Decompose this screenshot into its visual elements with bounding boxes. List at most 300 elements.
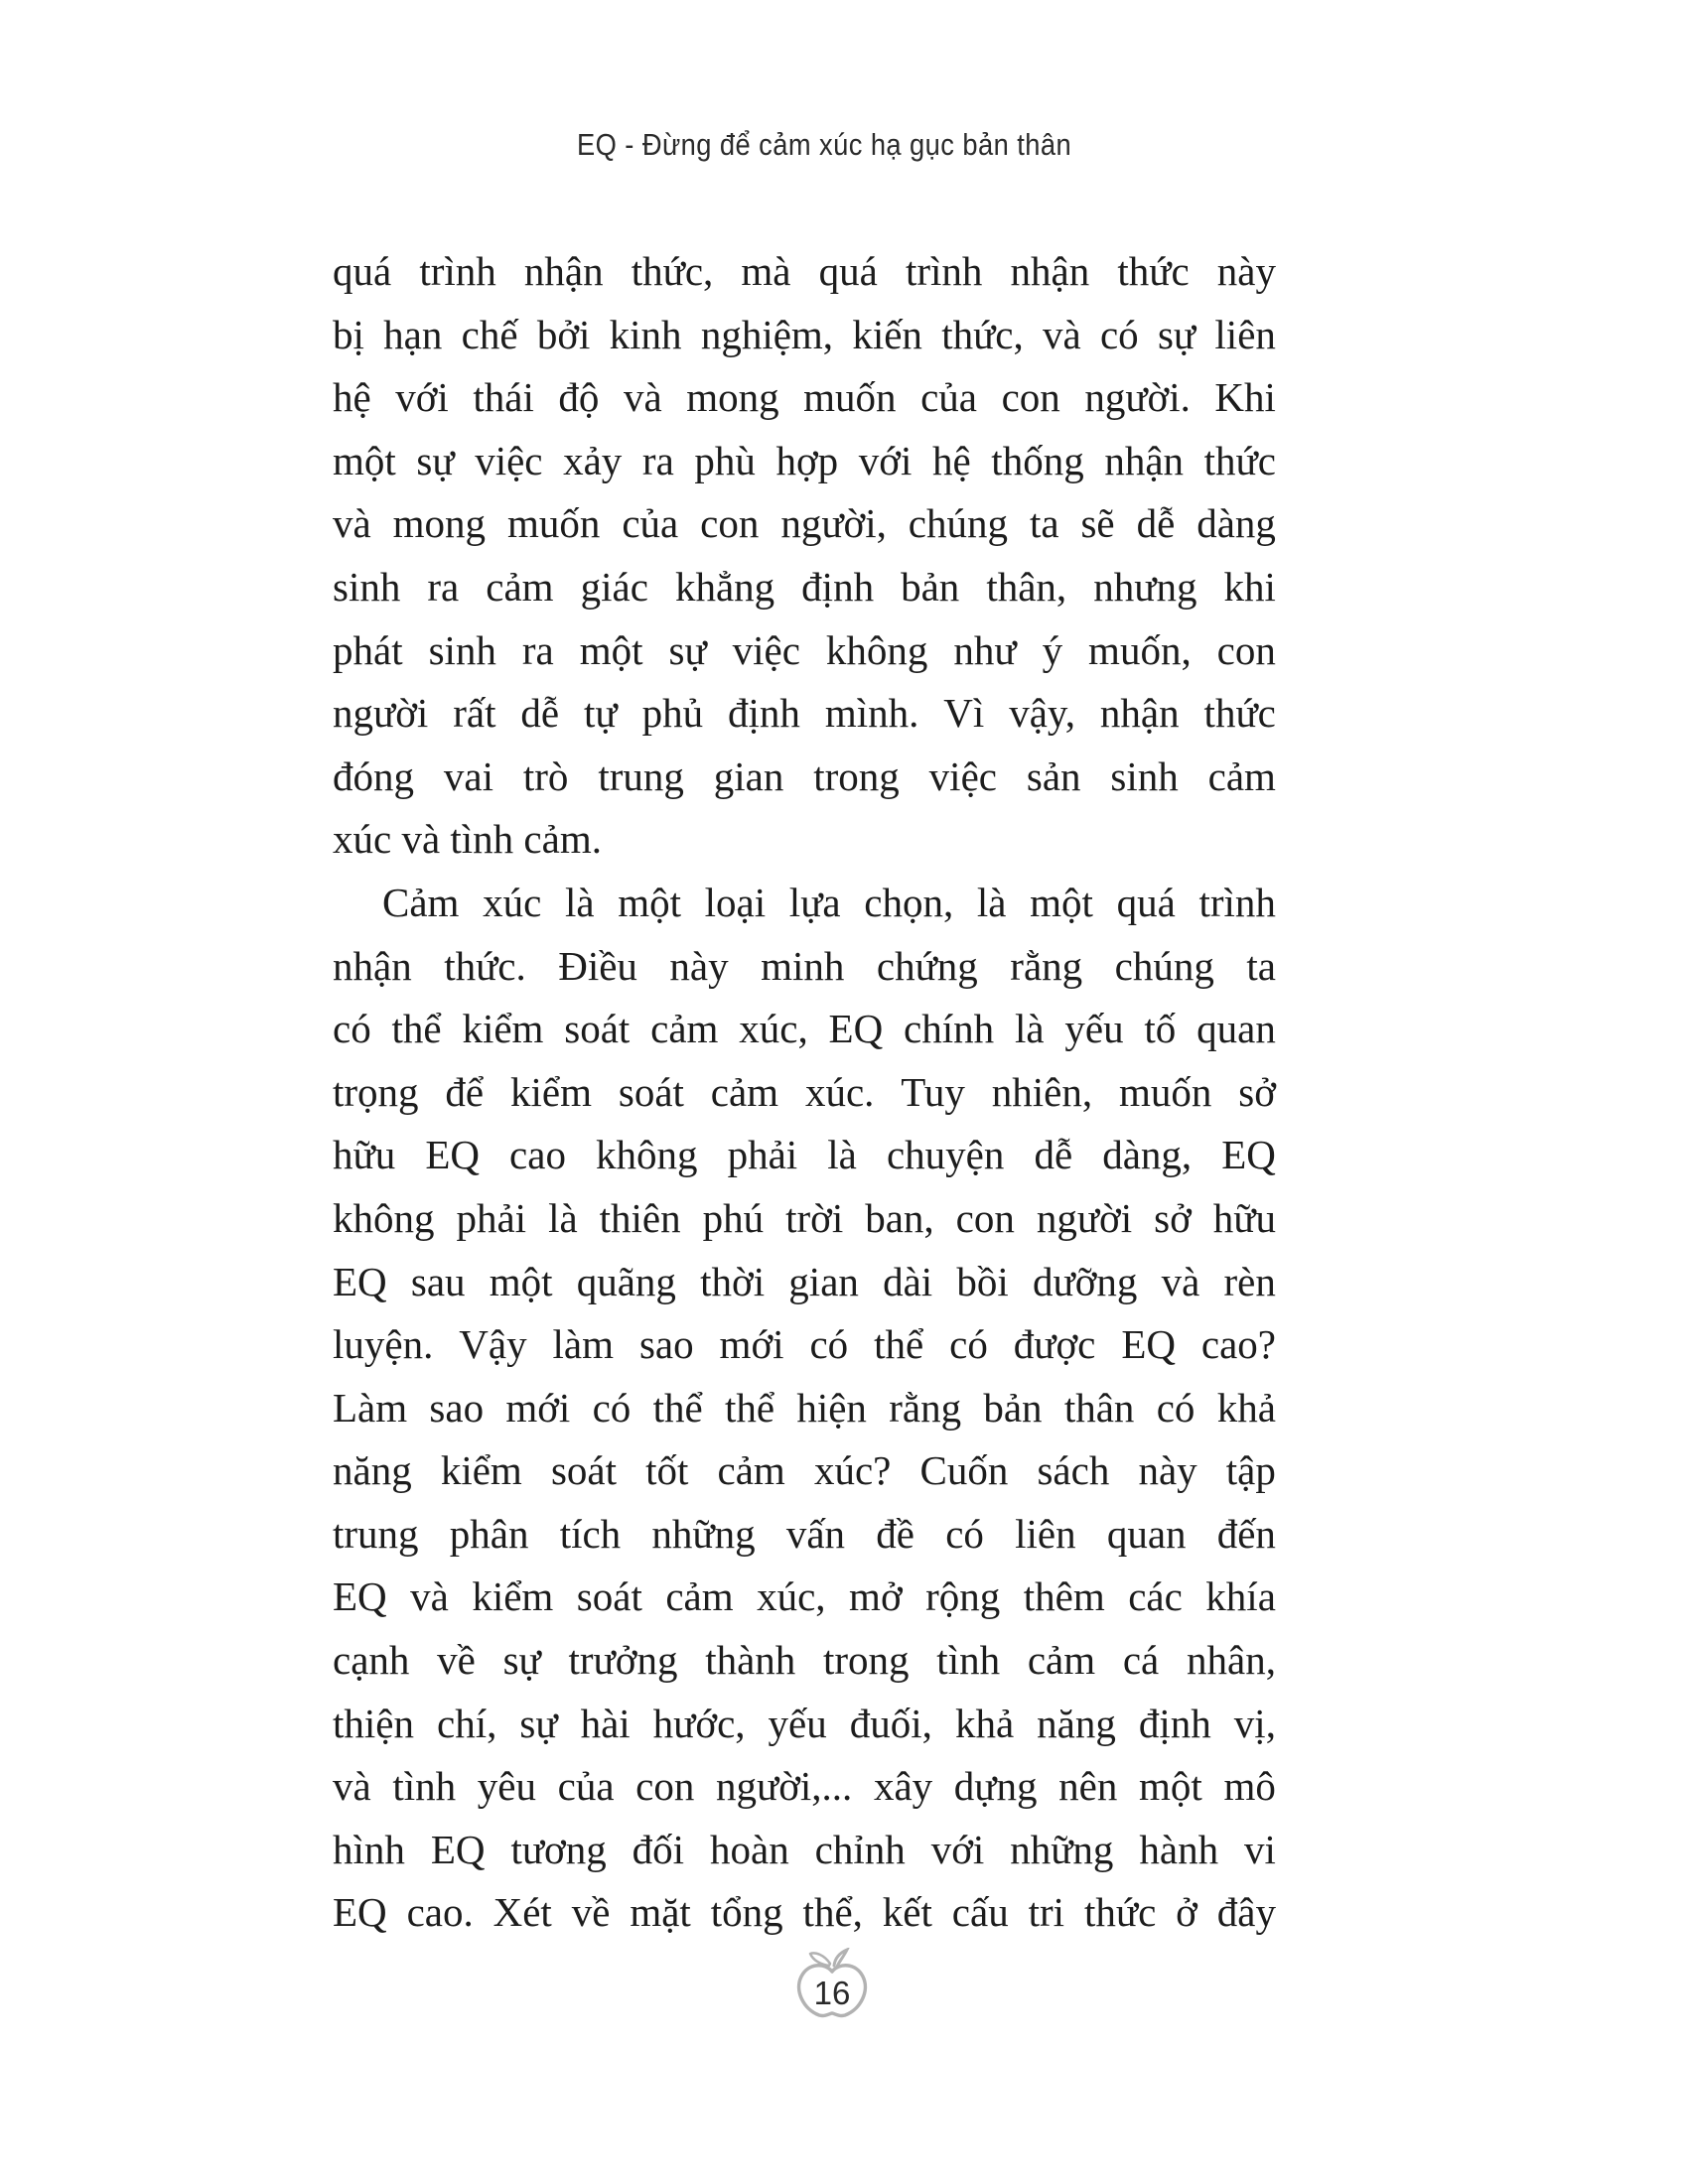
- word: Làm: [333, 1384, 408, 1431]
- word: cá: [1122, 1637, 1160, 1684]
- word: ở: [1176, 1889, 1197, 1936]
- word: EQ: [425, 1132, 480, 1178]
- word: bản: [901, 563, 960, 610]
- word: trò: [522, 752, 569, 799]
- word: là: [548, 1194, 578, 1241]
- word: sau: [410, 1258, 466, 1304]
- word: không: [333, 1194, 435, 1241]
- word: cao.: [406, 1889, 474, 1936]
- word: nhận: [333, 942, 412, 989]
- word: ta: [1246, 942, 1276, 989]
- word: hành: [1139, 1826, 1219, 1872]
- word: dàng,: [1102, 1132, 1193, 1178]
- word: mặt: [630, 1889, 691, 1936]
- word: muốn: [803, 374, 897, 421]
- word: ý: [1042, 626, 1063, 673]
- word: như: [953, 626, 1017, 673]
- word: nhiên,: [991, 1068, 1093, 1115]
- text-line: [333, 1693, 1276, 1756]
- text-line: [333, 240, 1276, 304]
- word: xúc.: [804, 1068, 875, 1115]
- word: phủ: [641, 690, 704, 737]
- word: luyện.: [333, 1321, 434, 1368]
- word: chỉnh: [814, 1826, 906, 1872]
- word: tốt: [645, 1447, 689, 1494]
- word: và: [623, 374, 662, 421]
- word: cấu: [951, 1889, 1009, 1936]
- text-line: [333, 998, 1276, 1061]
- word: người.: [1084, 374, 1191, 421]
- word: nhận: [1010, 248, 1090, 294]
- word: năng: [1037, 1700, 1116, 1746]
- word: chuyện: [886, 1132, 1005, 1178]
- word: vi: [1244, 1826, 1276, 1872]
- word: thức: [1203, 437, 1276, 483]
- word: bởi: [536, 311, 591, 357]
- word: hệ: [931, 437, 971, 483]
- word: về: [571, 1889, 611, 1936]
- text-line: [333, 1061, 1276, 1125]
- word: thể: [652, 1384, 703, 1431]
- word: kiểm: [510, 1068, 592, 1115]
- word: sự: [502, 1637, 541, 1684]
- word: mong: [686, 374, 779, 421]
- word: trình: [905, 248, 983, 294]
- word: có: [1099, 311, 1139, 357]
- word: hạn: [383, 311, 443, 357]
- word: sở: [1154, 1194, 1192, 1241]
- word: một: [1030, 879, 1093, 925]
- word: mới: [505, 1384, 571, 1431]
- text-line: [333, 1755, 1276, 1819]
- word: sao: [638, 1321, 694, 1368]
- word: hợp: [775, 437, 839, 483]
- word: năng: [333, 1447, 412, 1494]
- word: Điều: [558, 942, 637, 989]
- word: đề: [876, 1510, 914, 1557]
- word: thêm: [1023, 1573, 1105, 1620]
- word: trung: [598, 752, 684, 799]
- body-text: [333, 240, 1276, 1945]
- word: muốn: [1118, 1068, 1212, 1115]
- text-line: [333, 1251, 1276, 1314]
- word: tổng: [710, 1889, 783, 1936]
- word: thức: [1117, 248, 1190, 294]
- word: giác: [580, 563, 648, 610]
- word: cảm: [665, 1573, 734, 1620]
- word: dựng: [953, 1763, 1038, 1810]
- word: xúc,: [757, 1573, 826, 1620]
- word: thành: [705, 1637, 796, 1684]
- word: với: [930, 1826, 985, 1872]
- word: phân: [449, 1510, 529, 1557]
- word: thể,: [802, 1889, 863, 1936]
- word: tương: [510, 1826, 607, 1872]
- word: thân,: [986, 563, 1067, 610]
- word: ra: [521, 626, 554, 673]
- word: tích: [559, 1510, 622, 1557]
- word: cảm: [1207, 752, 1276, 799]
- word: con: [700, 500, 760, 547]
- page-number: 16: [813, 1975, 851, 2011]
- text-line: [333, 872, 1276, 935]
- word: là: [564, 879, 595, 925]
- paragraph: [333, 872, 1276, 1945]
- word: chứng: [876, 942, 978, 989]
- word: sao: [429, 1384, 485, 1431]
- word: nhân,: [1187, 1637, 1276, 1684]
- word: dưỡng: [1033, 1258, 1138, 1304]
- word: xúc,: [739, 1006, 808, 1052]
- word: này: [1138, 1447, 1197, 1494]
- word: phú: [702, 1194, 765, 1241]
- word: chúng: [1114, 942, 1214, 989]
- word: chế: [461, 311, 518, 357]
- text-line: [333, 1503, 1276, 1567]
- word: xây: [873, 1763, 933, 1810]
- word: mở: [849, 1573, 903, 1620]
- word: sản: [1026, 752, 1081, 799]
- word: thức,: [631, 248, 714, 294]
- word: kiểm: [440, 1447, 522, 1494]
- word: thiện: [333, 1700, 414, 1746]
- text-line: [333, 304, 1276, 367]
- word: người,: [780, 500, 887, 547]
- word: của: [920, 374, 978, 421]
- word: con: [1001, 374, 1060, 421]
- word: tình: [392, 1763, 457, 1810]
- word: này: [669, 942, 729, 989]
- word: thể: [874, 1321, 924, 1368]
- word: đối: [632, 1826, 685, 1872]
- word: rèn: [1223, 1258, 1276, 1304]
- word: cao: [509, 1132, 566, 1178]
- word: yếu: [768, 1700, 827, 1746]
- word: dàng: [1196, 500, 1276, 547]
- word: thức: [1083, 1889, 1157, 1936]
- word: dễ: [1034, 1132, 1073, 1178]
- word: có: [333, 1006, 371, 1052]
- word: vị,: [1233, 1700, 1276, 1746]
- word: mô: [1223, 1763, 1276, 1810]
- text-line: [333, 682, 1276, 746]
- word: này: [1216, 248, 1276, 294]
- word: phát: [333, 626, 403, 673]
- word: ta: [1029, 500, 1059, 547]
- word: sự: [1157, 311, 1196, 357]
- word: Khi: [1214, 374, 1276, 421]
- word: tập: [1225, 1447, 1276, 1494]
- word: con: [1216, 626, 1276, 673]
- word: sinh: [1110, 752, 1179, 799]
- word: hài: [580, 1700, 631, 1746]
- word: được: [1013, 1321, 1096, 1368]
- word: EQ: [1221, 1132, 1276, 1178]
- word: nhận: [1104, 437, 1185, 483]
- text-line: [333, 1439, 1276, 1503]
- word: sẽ: [1080, 500, 1115, 547]
- word: ra: [427, 563, 460, 610]
- word: có: [949, 1321, 988, 1368]
- word: là: [1014, 1006, 1045, 1052]
- running-header-title: EQ - Đừng để cảm xúc hạ gục bản thân: [576, 127, 1072, 162]
- word: ban,: [865, 1194, 934, 1241]
- word: Tuy: [901, 1068, 965, 1115]
- word: người,...: [716, 1763, 853, 1810]
- word: sở: [1238, 1068, 1276, 1115]
- word: yêu: [477, 1763, 536, 1810]
- word: bị: [333, 311, 364, 357]
- word: xúc: [483, 879, 542, 925]
- word: đóng: [333, 752, 414, 799]
- word: có: [1156, 1384, 1196, 1431]
- word: Vì: [943, 690, 985, 737]
- word: phải: [727, 1132, 798, 1178]
- paragraph: [333, 240, 1276, 872]
- word: con: [955, 1194, 1015, 1241]
- text-line: [333, 1566, 1276, 1629]
- running-header: [352, 127, 1296, 163]
- text-line: [333, 935, 1276, 999]
- word: hình: [333, 1826, 405, 1872]
- word: lựa: [788, 879, 841, 925]
- word: chọn,: [864, 879, 954, 925]
- word: trọng: [333, 1068, 419, 1115]
- word: EQ: [333, 1258, 387, 1304]
- word: dễ: [1136, 500, 1176, 547]
- word: soát: [618, 1068, 684, 1115]
- word: để: [445, 1068, 485, 1115]
- word: chính: [904, 1006, 995, 1052]
- word: soát: [550, 1447, 617, 1494]
- word: kiến: [852, 311, 922, 357]
- word: những: [1010, 1826, 1114, 1872]
- word: việc: [732, 626, 800, 673]
- text-line: [333, 366, 1276, 430]
- word: và: [333, 500, 371, 547]
- word: việc: [928, 752, 997, 799]
- text-line: [333, 619, 1276, 683]
- word: dài: [883, 1258, 933, 1304]
- word: mong: [392, 500, 487, 547]
- word: kiểm: [472, 1573, 554, 1620]
- word: và: [410, 1573, 449, 1620]
- word: cao?: [1200, 1321, 1276, 1368]
- text-line: [333, 1629, 1276, 1693]
- word: quan: [1106, 1510, 1187, 1557]
- page-number-apple: [787, 1948, 877, 2031]
- word: về: [437, 1637, 476, 1684]
- word: hệ: [333, 374, 371, 421]
- word: nhận: [1099, 690, 1180, 737]
- text-line: [333, 556, 1276, 619]
- word: rằng: [889, 1384, 962, 1431]
- word: EQ: [430, 1826, 486, 1872]
- word: trình: [419, 248, 496, 294]
- word: đuối,: [849, 1700, 932, 1746]
- word: ra: [641, 437, 674, 483]
- word: những: [651, 1510, 756, 1557]
- word: thức,: [941, 311, 1024, 357]
- word: người: [333, 690, 429, 737]
- word: kết: [882, 1889, 932, 1936]
- word: thức.: [444, 942, 526, 989]
- word: người: [1036, 1194, 1133, 1241]
- word: đến: [1216, 1510, 1276, 1557]
- word: của: [557, 1763, 615, 1810]
- word: thân: [1063, 1384, 1135, 1431]
- word: Xét: [492, 1889, 552, 1936]
- word: khả: [1216, 1384, 1276, 1431]
- word: định: [727, 690, 800, 737]
- word: thể: [724, 1384, 775, 1431]
- word: soát: [576, 1573, 642, 1620]
- word: và: [333, 1763, 371, 1810]
- word: muốn: [506, 500, 601, 547]
- word: một: [489, 1258, 553, 1304]
- word: tự: [584, 690, 618, 737]
- word: rất: [453, 690, 496, 737]
- word: phải: [456, 1194, 527, 1241]
- word: cảm: [486, 563, 554, 610]
- word: và: [1043, 311, 1081, 357]
- word: thời: [700, 1258, 766, 1304]
- word: gian: [788, 1258, 859, 1304]
- word: không: [596, 1132, 698, 1178]
- word: dễ: [520, 690, 560, 737]
- word: nhận: [523, 248, 604, 294]
- word: liên: [1214, 311, 1276, 357]
- word: nghiệm,: [700, 311, 834, 357]
- word: mà: [741, 248, 791, 294]
- word: cạnh: [333, 1637, 410, 1684]
- text-line: [333, 492, 1276, 556]
- word: bản: [983, 1384, 1043, 1431]
- word: EQ: [828, 1006, 884, 1052]
- word: hữu: [1212, 1194, 1276, 1241]
- word: hữu: [333, 1132, 396, 1178]
- word: kiểm: [462, 1006, 544, 1052]
- text-line: [333, 1377, 1276, 1440]
- word: trình: [1198, 879, 1276, 925]
- word: yếu: [1064, 1006, 1124, 1052]
- word: trong: [823, 1637, 910, 1684]
- word: là: [976, 879, 1007, 925]
- word: với: [395, 374, 449, 421]
- word: thiên: [599, 1194, 681, 1241]
- text-line: xúc và tình cảm.: [333, 816, 602, 863]
- word: khả: [954, 1700, 1015, 1746]
- word: sinh: [333, 563, 401, 610]
- word: thức: [1203, 690, 1276, 737]
- word: trung: [333, 1510, 419, 1557]
- word: là: [827, 1132, 857, 1178]
- word: chí,: [437, 1700, 497, 1746]
- word: xúc?: [813, 1447, 892, 1494]
- word: quan: [1196, 1006, 1276, 1052]
- word: trời: [785, 1194, 844, 1241]
- text-line: [333, 1187, 1276, 1251]
- word: một: [579, 626, 643, 673]
- text-line: [333, 1313, 1276, 1377]
- word: Cảm: [382, 879, 460, 925]
- word: EQ: [333, 1573, 387, 1620]
- word: phù: [694, 437, 756, 483]
- text-line: [333, 1881, 1276, 1945]
- text-line: [333, 746, 1276, 809]
- word: định: [801, 563, 875, 610]
- word: thể: [391, 1006, 442, 1052]
- word: thái: [473, 374, 534, 421]
- word: độ: [558, 374, 600, 421]
- word: kinh: [609, 311, 682, 357]
- word: tố: [1144, 1006, 1177, 1052]
- word: khẳng: [674, 563, 775, 610]
- word: nên: [1058, 1763, 1118, 1810]
- word: EQ: [1121, 1321, 1176, 1368]
- word: có: [809, 1321, 849, 1368]
- text-line: [333, 430, 1276, 493]
- word: rộng: [925, 1573, 1001, 1620]
- word: một: [1139, 1763, 1202, 1810]
- text-line: [333, 1819, 1276, 1882]
- text-line: [333, 1124, 1276, 1187]
- word: sách: [1037, 1447, 1110, 1494]
- word: EQ: [333, 1889, 387, 1936]
- word: vai: [443, 752, 493, 799]
- word: đây: [1216, 1889, 1276, 1936]
- word: tình: [936, 1637, 1001, 1684]
- word: một: [333, 437, 396, 483]
- word: loại: [704, 879, 767, 925]
- word: rằng: [1010, 942, 1083, 989]
- word: cảm: [650, 1006, 719, 1052]
- word: sự: [519, 1700, 558, 1746]
- word: bồi: [956, 1258, 1009, 1304]
- word: cảm: [710, 1068, 779, 1115]
- word: định: [1138, 1700, 1211, 1746]
- word: liên: [1015, 1510, 1076, 1557]
- word: quá: [1116, 879, 1176, 925]
- word: một: [618, 879, 681, 925]
- word: với: [858, 437, 913, 483]
- word: tri: [1028, 1889, 1065, 1936]
- word: việc: [475, 437, 543, 483]
- word: sự: [668, 626, 707, 673]
- word: khía: [1205, 1573, 1276, 1620]
- word: quãng: [576, 1258, 676, 1304]
- word: hiện: [796, 1384, 867, 1431]
- word: có: [945, 1510, 984, 1557]
- word: có: [592, 1384, 632, 1431]
- word: sinh: [428, 626, 496, 673]
- word: làm: [552, 1321, 615, 1368]
- word: của: [622, 500, 679, 547]
- word: Vậy: [459, 1321, 527, 1368]
- word: hoàn: [710, 1826, 789, 1872]
- word: minh: [761, 942, 845, 989]
- word: vấn: [785, 1510, 846, 1557]
- word: cảm: [717, 1447, 785, 1494]
- word: nhưng: [1093, 563, 1197, 610]
- word: thống: [991, 437, 1084, 483]
- word: muốn,: [1088, 626, 1192, 673]
- word: con: [635, 1763, 695, 1810]
- word: sự: [416, 437, 455, 483]
- word: khi: [1223, 563, 1276, 610]
- word: hước,: [652, 1700, 746, 1746]
- word: mới: [719, 1321, 784, 1368]
